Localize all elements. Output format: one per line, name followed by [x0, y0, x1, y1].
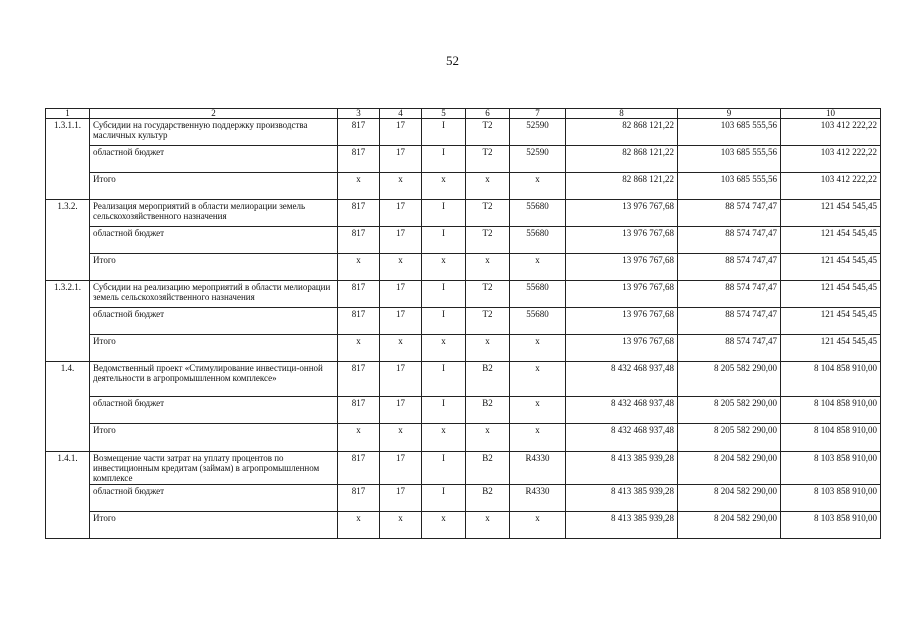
table-body	[46, 119, 881, 539]
cell-col-4: x	[380, 254, 422, 281]
cell-col-5: x	[422, 424, 466, 452]
cell-col-9: 8 205 582 290,00	[678, 362, 781, 397]
cell-col-7: x	[510, 512, 566, 539]
table-row	[46, 281, 881, 308]
cell-col-3: 817	[338, 397, 380, 424]
cell-col-7: 55680	[510, 200, 566, 227]
table-row	[46, 485, 881, 512]
table-row	[46, 424, 881, 452]
cell-col-6: B2	[466, 485, 510, 512]
table-row	[46, 173, 881, 200]
row-name: областной бюджет	[90, 397, 338, 424]
row-name: Реализация мероприятий в области мелиорации земель сельскохозяйственного назначения	[90, 200, 338, 227]
cell-col-6: x	[466, 173, 510, 200]
cell-col-7: 55680	[510, 281, 566, 308]
cell-col-5: x	[422, 173, 466, 200]
cell-col-8: 8 432 468 937,48	[566, 397, 678, 424]
cell-col-4: x	[380, 424, 422, 452]
cell-col-6: T2	[466, 119, 510, 146]
cell-col-7: x	[510, 397, 566, 424]
cell-col-6: B2	[466, 362, 510, 397]
row-code: 1.4.	[46, 362, 90, 452]
cell-col-9: 88 574 747,47	[678, 281, 781, 308]
cell-col-6: T2	[466, 281, 510, 308]
cell-col-10: 121 454 545,45	[781, 227, 881, 254]
cell-col-3: 817	[338, 281, 380, 308]
cell-col-10: 103 412 222,22	[781, 146, 881, 173]
cell-col-9: 8 205 582 290,00	[678, 424, 781, 452]
cell-col-9: 8 204 582 290,00	[678, 512, 781, 539]
table-row	[46, 308, 881, 335]
cell-col-10: 121 454 545,45	[781, 308, 881, 335]
cell-col-3: 817	[338, 146, 380, 173]
cell-col-9: 8 205 582 290,00	[678, 397, 781, 424]
row-code: 1.3.2.1.	[46, 281, 90, 362]
cell-col-10: 103 412 222,22	[781, 119, 881, 146]
cell-col-7: 55680	[510, 227, 566, 254]
header-col-10: 10	[781, 109, 881, 119]
cell-col-4: 17	[380, 281, 422, 308]
header-col-1: 1	[46, 109, 90, 119]
cell-col-10: 8 104 858 910,00	[781, 397, 881, 424]
cell-col-4: 17	[380, 397, 422, 424]
row-name: Итого	[90, 254, 338, 281]
cell-col-9: 88 574 747,47	[678, 200, 781, 227]
table-row	[46, 362, 881, 397]
cell-col-4: 17	[380, 227, 422, 254]
header-col-5: 5	[422, 109, 466, 119]
cell-col-6: T2	[466, 308, 510, 335]
table-row	[46, 119, 881, 146]
cell-col-3: 817	[338, 227, 380, 254]
cell-col-6: x	[466, 424, 510, 452]
cell-col-8: 8 432 468 937,48	[566, 424, 678, 452]
cell-col-10: 8 103 858 910,00	[781, 452, 881, 485]
cell-col-10: 103 412 222,22	[781, 173, 881, 200]
cell-col-7: R4330	[510, 485, 566, 512]
cell-col-4: 17	[380, 146, 422, 173]
cell-col-5: I	[422, 119, 466, 146]
row-name: Ведомственный проект «Стимулирование инвестици-онной деятельности в агропромышленном комплексе»	[90, 362, 338, 397]
cell-col-3: 817	[338, 485, 380, 512]
cell-col-7: 52590	[510, 146, 566, 173]
row-name: Итого	[90, 335, 338, 362]
cell-col-10: 8 103 858 910,00	[781, 485, 881, 512]
cell-col-4: 17	[380, 308, 422, 335]
cell-col-6: T2	[466, 200, 510, 227]
cell-col-6: B2	[466, 452, 510, 485]
row-code: 1.4.1.	[46, 452, 90, 539]
cell-col-8: 8 432 468 937,48	[566, 362, 678, 397]
header-col-7: 7	[510, 109, 566, 119]
table-row	[46, 397, 881, 424]
cell-col-5: x	[422, 335, 466, 362]
cell-col-3: x	[338, 335, 380, 362]
row-name: областной бюджет	[90, 308, 338, 335]
cell-col-9: 88 574 747,47	[678, 254, 781, 281]
cell-col-3: x	[338, 424, 380, 452]
cell-col-4: x	[380, 335, 422, 362]
cell-col-3: x	[338, 254, 380, 281]
cell-col-5: I	[422, 200, 466, 227]
cell-col-8: 8 413 385 939,28	[566, 512, 678, 539]
cell-col-10: 121 454 545,45	[781, 200, 881, 227]
cell-col-3: 817	[338, 362, 380, 397]
cell-col-10: 121 454 545,45	[781, 335, 881, 362]
cell-col-5: x	[422, 512, 466, 539]
cell-col-5: I	[422, 281, 466, 308]
cell-col-9: 8 204 582 290,00	[678, 485, 781, 512]
cell-col-4: x	[380, 512, 422, 539]
cell-col-7: x	[510, 362, 566, 397]
cell-col-10: 121 454 545,45	[781, 254, 881, 281]
cell-col-6: T2	[466, 227, 510, 254]
cell-col-7: x	[510, 254, 566, 281]
cell-col-5: I	[422, 308, 466, 335]
cell-col-4: 17	[380, 485, 422, 512]
row-name: областной бюджет	[90, 485, 338, 512]
table-row	[46, 227, 881, 254]
cell-col-9: 103 685 555,56	[678, 146, 781, 173]
header-col-9: 9	[678, 109, 781, 119]
budget-table	[45, 108, 881, 539]
table-row	[46, 200, 881, 227]
cell-col-5: I	[422, 362, 466, 397]
cell-col-9: 88 574 747,47	[678, 227, 781, 254]
page-number: 52	[446, 53, 459, 68]
cell-col-7: x	[510, 173, 566, 200]
cell-col-8: 8 413 385 939,28	[566, 485, 678, 512]
cell-col-6: x	[466, 512, 510, 539]
cell-col-7: 52590	[510, 119, 566, 146]
header-col-6: 6	[466, 109, 510, 119]
cell-col-7: x	[510, 335, 566, 362]
row-name: Итого	[90, 424, 338, 452]
cell-col-8: 13 976 767,68	[566, 200, 678, 227]
cell-col-5: I	[422, 397, 466, 424]
cell-col-10: 8 103 858 910,00	[781, 512, 881, 539]
header-col-4: 4	[380, 109, 422, 119]
cell-col-3: x	[338, 512, 380, 539]
row-name: областной бюджет	[90, 146, 338, 173]
cell-col-8: 82 868 121,22	[566, 119, 678, 146]
cell-col-9: 88 574 747,47	[678, 308, 781, 335]
row-name: Итого	[90, 512, 338, 539]
header-col-8: 8	[566, 109, 678, 119]
cell-col-6: B2	[466, 397, 510, 424]
cell-col-6: x	[466, 254, 510, 281]
cell-col-10: 8 104 858 910,00	[781, 424, 881, 452]
cell-col-5: I	[422, 227, 466, 254]
cell-col-7: x	[510, 424, 566, 452]
cell-col-9: 103 685 555,56	[678, 119, 781, 146]
row-code: 1.3.1.1.	[46, 119, 90, 200]
row-code: 1.3.2.	[46, 200, 90, 281]
table-row	[46, 512, 881, 539]
cell-col-4: 17	[380, 452, 422, 485]
cell-col-4: x	[380, 173, 422, 200]
row-name: Итого	[90, 173, 338, 200]
row-name: Субсидии на реализацию мероприятий в области мелиорации земель сельскохозяйственного назначения	[90, 281, 338, 308]
cell-col-8: 13 976 767,68	[566, 227, 678, 254]
cell-col-6: T2	[466, 146, 510, 173]
cell-col-5: I	[422, 146, 466, 173]
row-name: Субсидии на государственную поддержку производства масличных культур	[90, 119, 338, 146]
cell-col-3: x	[338, 173, 380, 200]
cell-col-8: 8 413 385 939,28	[566, 452, 678, 485]
cell-col-8: 13 976 767,68	[566, 308, 678, 335]
cell-col-10: 121 454 545,45	[781, 281, 881, 308]
cell-col-5: I	[422, 452, 466, 485]
table-row	[46, 335, 881, 362]
header-row	[46, 109, 881, 119]
cell-col-8: 82 868 121,22	[566, 146, 678, 173]
table-row	[46, 254, 881, 281]
cell-col-3: 817	[338, 452, 380, 485]
header-col-3: 3	[338, 109, 380, 119]
table-row	[46, 146, 881, 173]
cell-col-10: 8 104 858 910,00	[781, 362, 881, 397]
row-name: областной бюджет	[90, 227, 338, 254]
cell-col-7: R4330	[510, 452, 566, 485]
cell-col-5: I	[422, 485, 466, 512]
table-row	[46, 452, 881, 485]
cell-col-5: x	[422, 254, 466, 281]
cell-col-9: 88 574 747,47	[678, 335, 781, 362]
cell-col-8: 13 976 767,68	[566, 335, 678, 362]
cell-col-3: 817	[338, 308, 380, 335]
cell-col-4: 17	[380, 200, 422, 227]
cell-col-3: 817	[338, 119, 380, 146]
cell-col-6: x	[466, 335, 510, 362]
header-col-2: 2	[90, 109, 338, 119]
cell-col-8: 82 868 121,22	[566, 173, 678, 200]
cell-col-4: 17	[380, 119, 422, 146]
cell-col-9: 8 204 582 290,00	[678, 452, 781, 485]
cell-col-3: 817	[338, 200, 380, 227]
cell-col-7: 55680	[510, 308, 566, 335]
cell-col-4: 17	[380, 362, 422, 397]
row-name: Возмещение части затрат на уплату процентов по инвестиционным кредитам (займам) в агропромышленном комплексе	[90, 452, 338, 485]
cell-col-9: 103 685 555,56	[678, 173, 781, 200]
cell-col-8: 13 976 767,68	[566, 254, 678, 281]
cell-col-8: 13 976 767,68	[566, 281, 678, 308]
